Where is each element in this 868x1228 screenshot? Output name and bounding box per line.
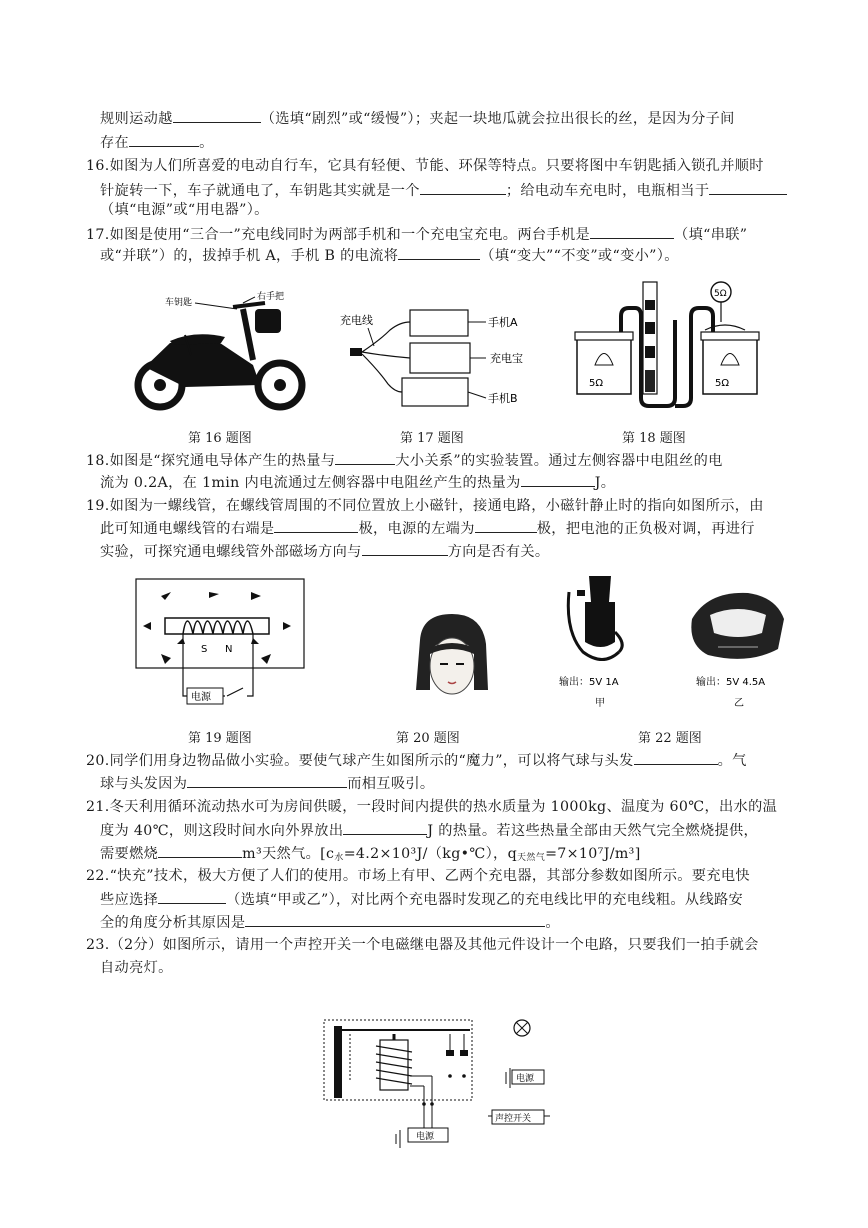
text-line: 规则运动越 （选填“剧烈”或“缓慢”）；夹起一块地瓜就会拉出很长的丝，是因为分子间 [100,108,735,129]
question-21: 21.冬天利用循环流动热水可为房间供暖，一段时间内提供的热水质量为 1000kg、温度为 60℃，出水的温 [86,799,778,815]
question-18: 18.如图是“探究通电导体产生的热量与 大小关系”的实验装置。通过左侧容器中电阻丝的电 [86,450,723,471]
answer-blank[interactable] [709,180,787,195]
handle-label: 右手把 [257,292,285,302]
power-23a-label: 电源 [416,1132,435,1142]
text-line: 自动亮灯。 [100,960,173,976]
caption-fig19: 第 19 题图 [188,731,252,746]
phone-a-label: 手机A [488,316,518,329]
answer-blank[interactable] [187,773,347,788]
text-line: 需要燃烧 m³天然气。[$c_水=4.2\times 10^3J/(kg•℃)$，$q_{天然气}=7\times 10^7J/m^3$] [100,843,641,868]
answer-blank[interactable] [634,750,718,765]
answer-blank[interactable] [158,843,242,858]
key-label: 车钥匙 [165,298,193,308]
charger-jia-figure [555,572,645,712]
question-20: 20.同学们用身边物品做小实验。要使气球产生如图所示的“魔力”，可以将气球与头发 。气 [86,750,747,771]
question-17: 17.如图是使用“三合一”充电线同时为两部手机和一个充电宝充电。两台手机是 （填“串联” [86,224,747,245]
answer-blank[interactable] [521,472,595,487]
caption-fig17: 第 17 题图 [400,431,464,446]
text-line: 度为 40℃，则这段时间水向外界放出 J 的热量。若这些热量全部由天然气完全燃烧提供， [100,820,758,841]
text-line: 实验，可探究通电螺线管外部磁场方向与 方向是否有关。 [100,541,549,562]
text-line: 全的角度分析其原因是 。 [100,912,560,933]
r-right-label: 5Ω [715,378,730,389]
answer-blank[interactable] [274,518,358,533]
power-label: 电源 [191,692,211,703]
r-top-label: 5Ω [714,289,727,299]
answer-blank[interactable] [590,224,674,239]
text-line: 此可知通电螺线管的右端是 极，电源的左端为 极，把电池的正负极对调，再进行 [100,518,755,539]
text-line: 球与头发因为 而相互吸引。 [100,773,434,794]
charging-cable-figure [340,300,540,410]
answer-blank[interactable] [129,132,199,147]
cable-label: 充电线 [340,314,373,327]
caption-fig16: 第 16 题图 [188,431,252,446]
solenoid-figure [135,578,305,708]
text-line: （填“电源”或“用电器”）。 [100,202,269,218]
text-line: 或“并联”）的，拔掉手机 A，手机 B 的电流将 （填“变大”“不变”或“变小”）。 [100,245,679,266]
r-left-label: 5Ω [589,378,604,389]
text-line: 些应选择 （选填“甲或乙”），对比两个充电器时发现乙的充电线比甲的充电线粗。从线路安 [100,889,743,910]
answer-blank[interactable] [398,245,480,260]
power-23b-label: 电源 [516,1074,535,1084]
answer-blank[interactable] [362,541,448,556]
answer-blank[interactable] [245,912,545,927]
answer-blank[interactable] [335,450,395,465]
answer-blank[interactable] [475,518,537,533]
electric-scooter-figure [125,285,315,420]
question-16: 16.如图为人们所喜爱的电动自行车，它具有轻便、节能、环保等特点。只要将图中车钥匙插入锁孔并顺时 [86,158,764,174]
girl-hair-figure [412,610,492,710]
question-23: 23.（2分）如图所示，请用一个声控开关一个电磁继电器及其他元件设计一个电路，只要我们一拍手就会 [86,937,759,953]
phone-b-label: 手机B [488,392,518,405]
text-line: 针旋转一下，车子就通电了，车钥匙其实就是一个 ；给电动车充电时，电瓶相当于 [100,180,787,201]
caption-fig22: 第 22 题图 [638,731,702,746]
caption-fig18: 第 18 题图 [622,431,686,446]
relay-circuit-figure [320,1012,560,1142]
pole-s-label: S [201,644,208,655]
question-22: 22.“快充”技术，极大方便了人们的使用。市场上有甲、乙两个充电器，其部分参数如图所示。要充电快 [86,868,750,884]
pole-n-label: N [225,644,233,655]
text-line: 存在 。 [100,132,214,153]
sound-switch-label: 声控开关 [495,1114,532,1124]
answer-blank[interactable] [343,820,427,835]
yi-label: 乙 [734,698,744,709]
question-19: 19.如图为一螺线管，在螺线管周围的不同位置放上小磁针，接通电路，小磁针静止时的指向如图所示，由 [86,498,764,514]
text-line: 流为 0.2A，在 1min 内电流通过左侧容器中电阻丝产生的热量为 J。 [100,472,615,493]
answer-blank[interactable] [158,889,226,904]
answer-blank[interactable] [173,108,261,123]
answer-blank[interactable] [420,180,506,195]
power-bank-label: 充电宝 [490,352,523,365]
caption-fig20: 第 20 题图 [396,731,460,746]
charger-yi-figure [688,585,788,712]
out-yi-label: 输出：5V 4.5A [696,677,766,688]
out-jia-label: 输出：5V 1A [559,677,619,688]
jia-label: 甲 [595,698,605,709]
joule-heat-apparatus-figure [575,280,765,415]
